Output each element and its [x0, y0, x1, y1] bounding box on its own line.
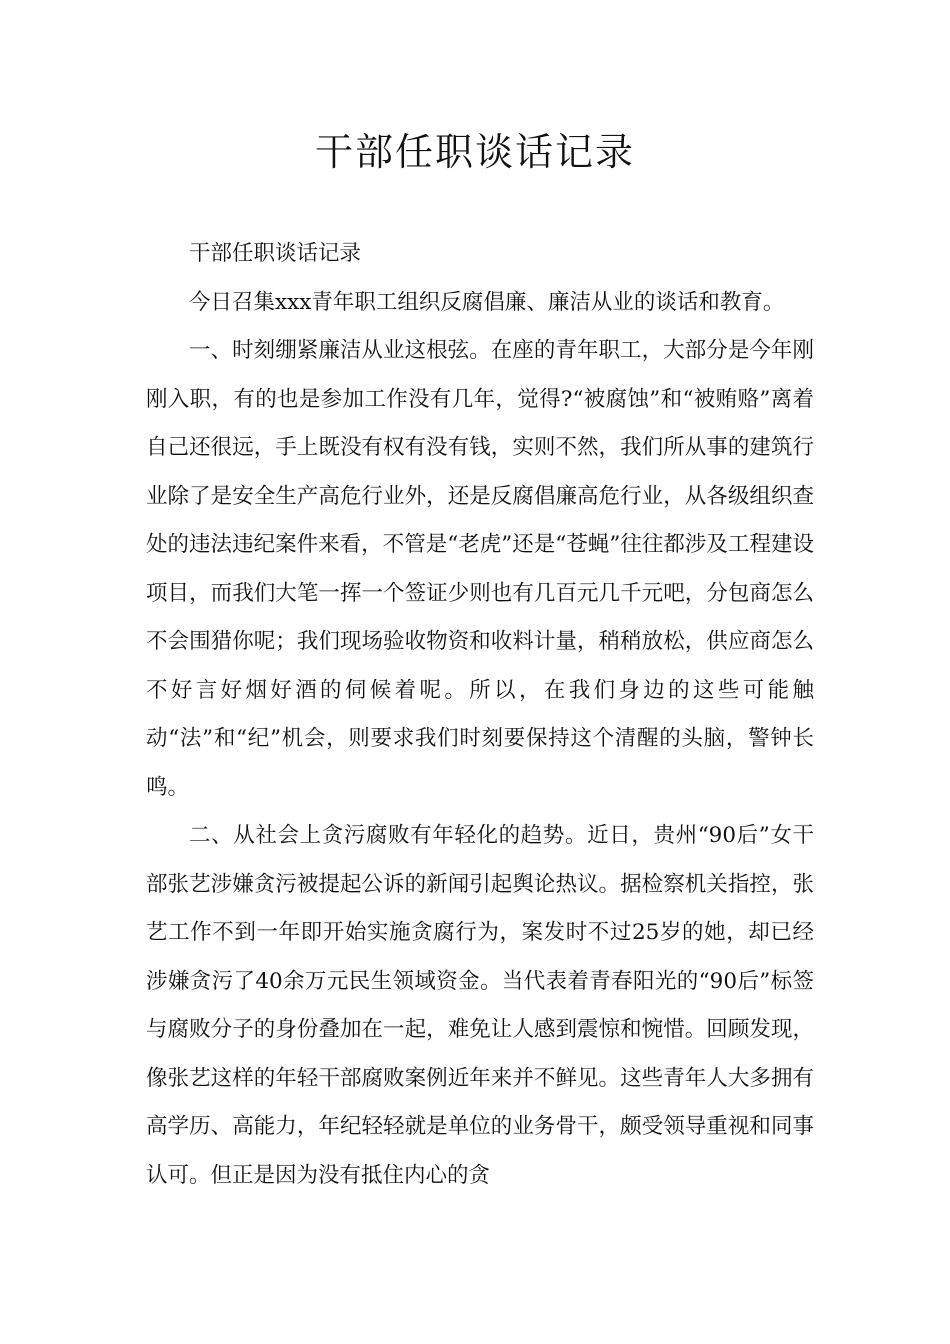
paragraph-point-two: 二、从社会上贪污腐败有年轻化的趋势。近日，贵州“90后”女干部张艺涉嫌贪污被提起公诉的新闻引起舆论热议。据检察机关指控，张艺工作不到一年即开始实施贪腐行为，案发时不过25岁的她，却已经涉嫌贪污了40余万元民生领域资金。当代表着青春阳光的“90后”标签与腐败分子的身份叠加在一起，难免让人感到震惊和惋惜。回顾发现，像张艺这样的年轻干部腐败案例近年来并不鲜见。这些青年人大多拥有高学历、高能力，年纪轻轻就是单位的业务骨干，颇受领导重视和同事认可。但正是因为没有抵住内心的贪: [146, 823, 814, 1188]
document-body: [146, 230, 814, 1200]
paragraph-intro: 今日召集xxx青年职工组织反腐倡廉、廉洁从业的谈话和教育。: [189, 289, 785, 315]
paragraph-point-one: 一、时刻绷紧廉洁从业这根弦。在座的青年职工，大部分是今年刚刚入职，有的也是参加工作没有几年，觉得?“被腐蚀”和“被贿赂”离着自己还很远，手上既没有权有没有钱，实则不然，我们所从事的建筑行业除了是安全生产高危行业外，还是反腐倡廉高危行业，从各级组织查处的违法违纪案件来看，不管是“老虎”还是“苍蝇”往往都涉及工程建设项目，而我们大笔一挥一个签证少则也有几百元几千元吧，分包商怎么不会围猎你呢；我们现场验收物资和收料计量，稍稍放松，供应商怎么不好言好烟好酒的伺候着呢。所以，在我们身边的这些可能触动“法”和“纪”机会，则要求我们时刻要保持这个清醒的头脑，警钟长鸣。: [146, 338, 814, 800]
document-title: 干部任职谈话记录: [314, 130, 635, 174]
paragraph-subtitle: 干部任职谈话记录: [189, 241, 362, 266]
